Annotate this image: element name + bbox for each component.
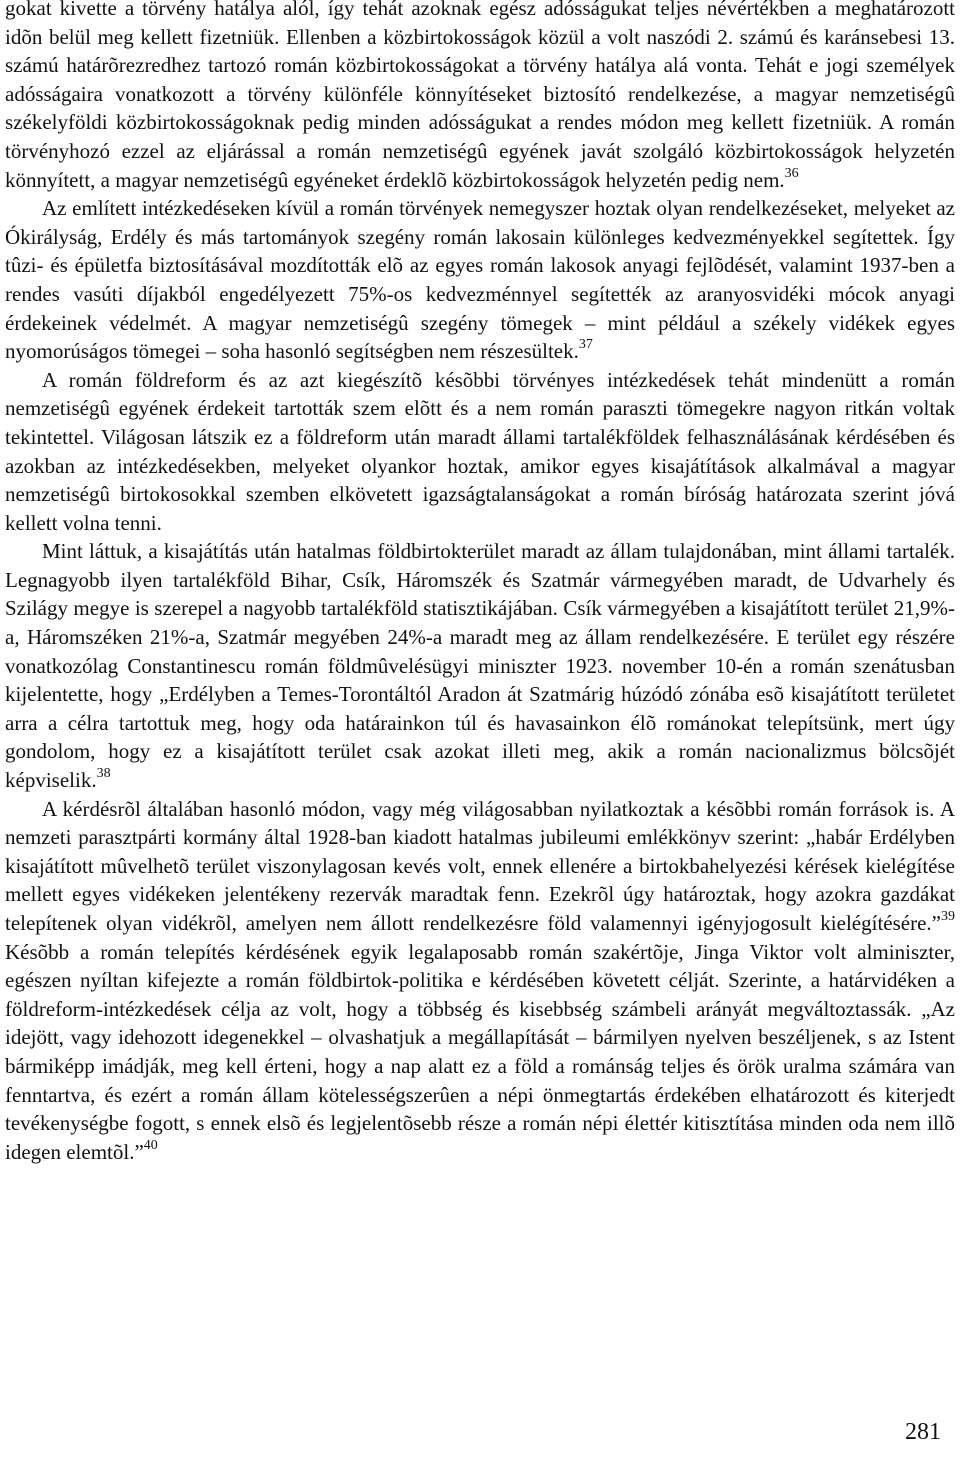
footnote-marker-39: 39 bbox=[941, 909, 955, 924]
paragraph-5 bbox=[5, 795, 955, 1167]
paragraph-text: gokat kivette a törvény hatálya alól, így tehát azoknak egész adósságukat teljes névértékben a meghatározott idõn belül meg kellett fizetniük. Ellenben a közbirtokosságok közül a volt naszódi 2. számú és karánsebesi 13. számú határõrezredhez tartozó román közbirtokosságokat a törvény hatálya alá vonta. Tehát e jogi személyek adósságaira vonatkozott a törvény különféle könnyítéseket biztosító rendelkezése, a magyar nemzetiségû székelyföldi közbirtokosságoknak pedig minden adósságukat a rendes módon meg kellett fizetniük. A román törvényhozó ezzel az eljárással a román nemzetiségû egyének javát szolgáló közbirtokosságok helyzetén könnyített, a magyar nemzetiségû egyéneket érdeklõ közbirtokosságok helyzetén pedig nem. bbox=[5, 0, 955, 192]
page-number: 281 bbox=[905, 1419, 941, 1445]
paragraph-text: Késõbb a román telepítés kérdésének egyik legalaposabb román szakértõje, Jinga Viktor volt alminiszter, egészen nyíltan kifejezte a román földbirtok-politika e kérdésében követett célját. Szerinte, a határvidéken a földreform-intézkedések célja az volt, hogy a többség és kisebbség számbeli arányát megváltoztassák. „Az idejött, vagy idehozott idegenekkel – olvashatjuk a megállapítását – bármilyen nyelven beszéljenek, s az Istent bármiképp imádják, meg kell érteni, hogy a nap alatt ez a föld a románság teljes és örök uralma számára van fenntartva, és ezért a román állam kötelességszerûen a népi önmegtartás érdekében elhatározott és kiterjedt tevékenységbe fogott, s ennek elsõ és legjelentõsebb része a román népi élettér kitisztítása minden oda nem illõ idegen elemtõl.” bbox=[5, 939, 955, 1164]
paragraph-2 bbox=[5, 194, 955, 366]
document-page bbox=[5, 0, 955, 1457]
footnote-marker-37: 37 bbox=[578, 337, 593, 353]
paragraph-text: A román földreform és az azt kiegészítõ késõbbi törvényes intézkedések tehát mindenütt a román nemzetiségû egyének érdekeit tartották szem elõtt és a nem román paraszti tömegekre nagyon ritkán voltak tekintettel. Világosan látszik ez a földreform után maradt állami tartalékföldek felhasználásának kérdésében és azokban az intézkedésekben, melyeket olyankor hoztak, amikor egyes kisajátítások alkalmával a magyar nemzetiségû birtokosokkal szemben elkövetett igazságtalanságokat a román bíróság határozata szerint jóvá kellett volna tenni. bbox=[5, 367, 955, 535]
paragraph-text: Az említett intézkedéseken kívül a román törvények nemegyszer hoztak olyan rendelkezéseket, melyeket az Ókirályság, Erdély és más tartományok szegény román lakosain különleges kedvezményekkel segítettek. Így tûzi- és épületfa biztosításával mozdították elõ az egyes román lakosok anyagi fejlõdését, valamint 1937-ben a rendes vasúti díjakból engedélyezett 75%-os kedvezménnyel segítették az aranyosvidéki mócok anyagi érdekeinek védelmét. A magyar nemzetiségû szegény tömegek – mint például a székely vidékek egyes nyomorúságos tömegei – soha hasonló segítségben nem részesültek. bbox=[5, 196, 955, 364]
paragraph-text: A kérdésrõl általában hasonló módon, vagy még világosabban nyilatkoztak a késõbbi román források is. A nemzeti parasztpárti kormány által 1928-ban kiadott hatalmas jubileumi emlékkönyv szerint: „habár Erdélyben kisajátított mûvelhetõ terület viszonylagosan kevés volt, ennek ellenére a birtokbahelyezési kérések kielégítése mellett egyes vidékeken jelentékeny rezervák maradtak fenn. Ezekrõl úgy határoztak, hogy azokra gazdákat telepítenek olyan vidékrõl, amelyen nem állott rendelkezésre föld valamennyi igényjogosult kielégítésére.” bbox=[5, 796, 955, 935]
paragraph-1 bbox=[5, 0, 955, 194]
paragraph-text: Mint láttuk, a kisajátítás után hatalmas földbirtokterület maradt az állam tulajdonában, mint állami tartalék. Legnagyobb ilyen tartalékföld Bihar, Csík, Háromszék és Szatmár vármegyében maradt, de Udvarhely és Szilágy megye is szerepel a nagyobb tartalékföld statisztikájában. Csík vármegyében a kisajátított terület 21,9%-a, Háromszéken 21%-a, Szatmár megyében 24%-a maradt meg az állam rendelkezésére. E terület egy részére vonatkozólag Constantinescu román földmûvelésügyi miniszter 1923. november 10-én a román szenátusban kijelentette, hogy „Erdélyben a Temes-Torontáltól Aradon át Szatmárig húzódó zónába esõ kisajátított területet arra a célra tartottuk meg, hogy oda határainkon túl és havasainkon élõ románokat telepítsünk, mert úgy gondolom, hogy ez a kisajátított terület csak azokat illeti meg, akik a román nacionalizmus bölcsõjét képviselik. bbox=[5, 539, 955, 793]
paragraph-3 bbox=[5, 366, 955, 538]
footnote-marker-36: 36 bbox=[784, 165, 799, 181]
footnote-marker-40: 40 bbox=[143, 1137, 158, 1153]
footnote-marker-38: 38 bbox=[96, 766, 111, 782]
paragraph-4 bbox=[5, 537, 955, 794]
body-text bbox=[5, 0, 955, 1166]
